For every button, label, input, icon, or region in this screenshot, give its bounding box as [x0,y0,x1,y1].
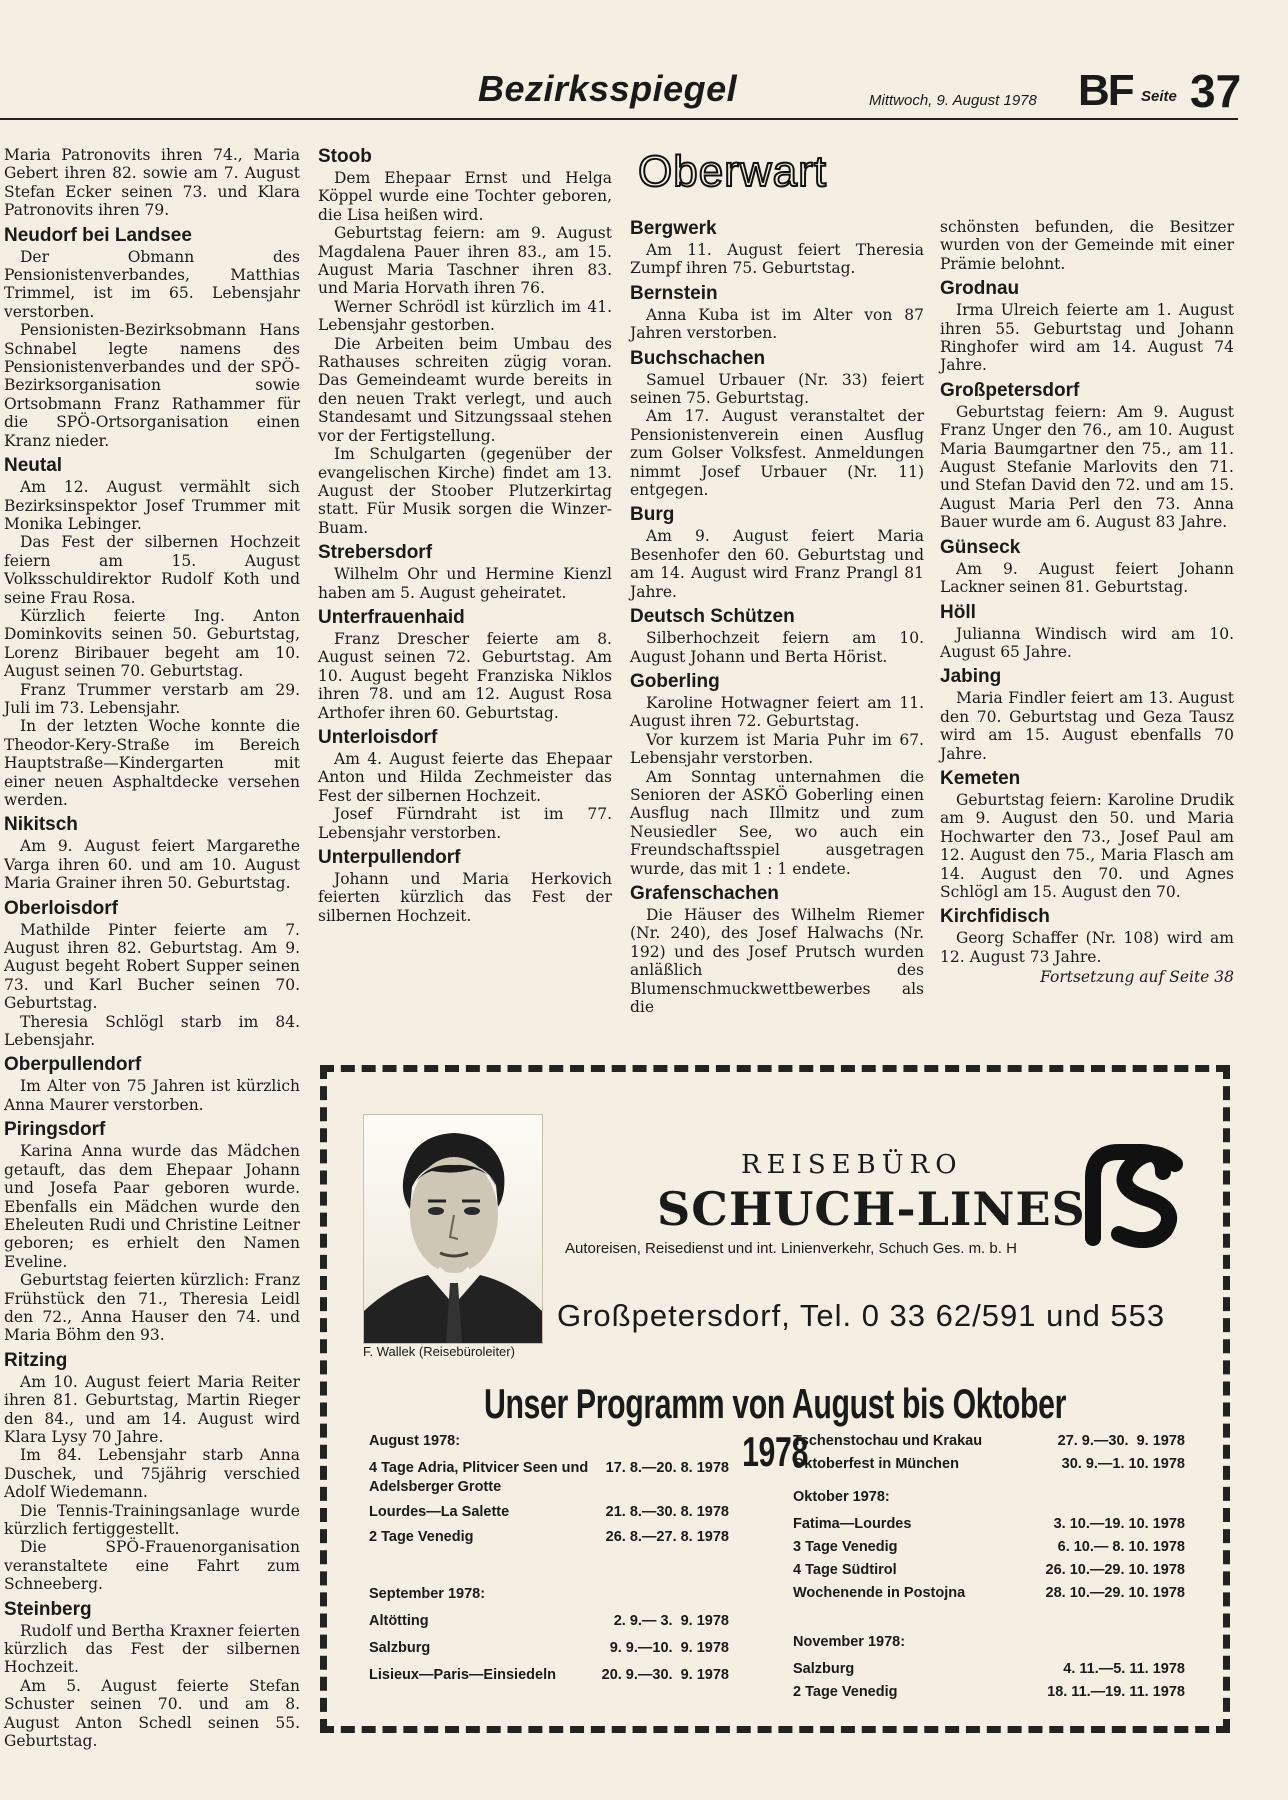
article-text: Mathilde Pinter feierte am 7. August ihren 82. Geburtstag. Am 9. August begeht Robert Supper seinen 73. und Karl Bucher seinen 70. Geburtstag. [4,920,300,1013]
article-text: Die SPÖ-Frauenorganisation veranstaltete eine Fahrt zum Schneeberg. [4,1538,300,1594]
article-text: Georg Schaffer (Nr. 108) wird am 12. August 73 Jahre. [940,929,1234,966]
photo-caption: F. Wallek (Reisebüroleiter) [363,1344,515,1359]
trip-row [369,1503,729,1522]
trip-row [793,1432,1185,1451]
article-heading: Bergwerk [630,218,717,239]
article-heading: Buchschachen [630,347,766,369]
page-label: Seite [1141,88,1177,105]
trip-row [369,1528,729,1547]
header-divider [0,118,1238,120]
article-heading: Steinberg [4,1598,92,1620]
newspaper-logo: BF [1078,66,1133,115]
trip-table [369,1459,729,1547]
article-text: Vor kurzem ist Maria Puhr im 67. Lebensjahr verstorben. [630,730,924,768]
trip-destination: Salzburg [793,1661,855,1677]
article-text: Die Arbeiten beim Umbau des Rathauses schreiten zügig voran. Das Gemeindeamt wurde bereits in den neuen Trakt verlegt, und auch Standesamt und Sitzungssaal stehen vor der Fertigstellung. [318,334,612,445]
trip-table [369,1612,729,1685]
article-text: Irma Ulreich feierte am 1. August ihren 55. Geburtstag und Johann Ringhofer wird am 14. August 74 Jahre. [940,301,1234,375]
article-heading: Grafenschachen [630,882,779,904]
article-heading: Jabing [940,666,1002,688]
program-right [793,1432,1185,1702]
trip-dates: 6. 10.— 8. 10. 1978 [1057,1539,1185,1555]
article-heading: Goberling [630,670,720,692]
trip-dates: 18. 11.—19. 11. 1978 [1047,1684,1185,1700]
trip-destination: 4 Tage Südtirol [793,1562,897,1578]
trip-dates: 2. 9.— 3. 9. 1978 [613,1613,729,1629]
trip-destination: 2 Tage Venedig [793,1684,898,1700]
article-text: In der letzten Woche konnte die Theodor-Kery-Straße im Bereich Hauptstraße—Kindergarten mit einer neuen Asphaltdecke versehen werden. [4,717,300,809]
trip-table [793,1432,1185,1474]
continuation-note: Fortsetzung auf Seite 38 [1040,968,1234,987]
page-number: 37 [1190,65,1242,117]
trip-row [369,1639,729,1658]
article-text: Kürzlich feierte Ing. Anton Dominkovits seinen 50. Geburtstag, Lorenz Biribauer begeht am 10. August seinen 70. Geburtstag. [4,606,300,681]
column-3 [630,218,924,1016]
trip-row [793,1455,1185,1474]
travel-agency-ad [320,1065,1230,1733]
trip-row [369,1459,729,1497]
article-heading: Burg [630,504,675,526]
article-text: Im Alter von 75 Jahren ist kürzlich Anna Maurer verstorben. [4,1077,300,1114]
trip-destination: Lourdes—La Salette [369,1504,510,1520]
trip-dates: 26. 8.—27. 8. 1978 [605,1529,729,1545]
article-text: Am 9. August feiert Johann Lackner seinen 81. Geburtstag. [940,559,1234,597]
article-text: Im 84. Lebensjahr starb Anna Duschek, und 75jährig verschied Adolf Wiedemann. [4,1446,300,1502]
article-text: Josef Fürndraht ist im 77. Lebensjahr verstorben. [318,805,612,842]
portrait-photo [363,1114,543,1344]
agency-logo-icon [1079,1138,1189,1248]
program-left [369,1432,729,1685]
trip-destination: 2 Tage Venedig [369,1529,474,1545]
article-heading: Stoob [318,146,372,167]
program-title: Unser Programm von August bis Oktober 1978 [483,1380,1067,1475]
article-heading: Günseck [940,536,1021,558]
article-text: Silberhochzeit feiern am 10. August Johann und Berta Hörist. [630,629,924,666]
section-title: Bezirksspiegel [478,68,738,109]
article-text: Geburtstag feiern: Am 9. August Franz Unger den 76., am 10. August Maria Baumgartner den 75., am 11. August Stefanie Marlovits den 71. und Stefan David den 72. und am 15. August Maria Perl den 73. Anna Bauer wurde am 6. August 83 Jahre. [940,402,1234,532]
trip-dates: 20. 9.—30. 9. 1978 [601,1667,729,1683]
article-text: schönsten befunden, die Besitzer wurden von der Gemeinde mit einer Prämie belohnt. [940,218,1234,273]
trip-row [793,1683,1185,1702]
article-text: Am Sonntag unternahmen die Senioren der ASKÖ Goberling einen Ausflug nach Illmitz und zum Neusiedler See, wo auch ein Freundschaftsspiel ausgetragen wurde, das mit 1 : 1 endete. [630,767,924,878]
trip-dates: 26. 10.—29. 10. 1978 [1045,1562,1185,1578]
article-text: Samuel Urbauer (Nr. 33) feiert seinen 75. Geburtstag. [630,370,924,408]
page-header [0,60,1288,122]
article-heading: Piringsdorf [4,1119,106,1141]
column-2 [318,146,612,925]
article-text: Geburtstag feiern: am 9. August Magdalena Pauer ihren 83., am 15. August Maria Taschner ihren 83. und Maria Horvath ihren 76. [318,224,612,298]
column-4 [940,218,1234,987]
article-text: Theresia Schlögl starb im 84. Lebensjahr. [4,1012,300,1050]
article-text: Am 4. August feierte das Ehepaar Anton und Hilda Zechmeister das Fest der silbernen Hochzeit. [318,749,612,805]
agency-name: SCHUCH-LINES [657,1182,1086,1236]
article-text: Karoline Hotwagner feiert am 11. August ihren 72. Geburtstag. [630,693,924,731]
trip-destination: 4 Tage Adria, Plitvicer Seen und Adelsberger Grotte [369,1460,589,1495]
agency-description: Autoreisen, Reisedienst und int. Linienverkehr, Schuch Ges. m. b. H [565,1240,1017,1257]
article-text: Der Obmann des Pensionistenverbandes, Matthias Trimmel, ist im 65. Lebensjahr verstorben. [4,247,300,321]
month-label: Oktober 1978: [793,1489,890,1505]
agency-contact: Großpetersdorf, Tel. 0 33 62/591 und 553 [557,1298,1166,1333]
month-label: November 1978: [793,1634,906,1650]
trip-destination: Oktoberfest in München [793,1456,959,1472]
article-text: Am 5. August feierte Stefan Schuster seinen 70. und am 8. August Anton Schedl seinen 55. Geburtstag. [4,1676,300,1751]
article-text: Rudolf und Bertha Kraxner feierten kürzlich das Fest der silbernen Hochzeit. [4,1621,300,1677]
article-text: Franz Drescher feierte am 8. August seinen 72. Geburtstag. Am 10. August begeht Franziska Niklos ihren 78. und am 12. August Rosa Arthofer ihren 60. Geburtstag. [318,629,612,722]
article-heading: Grodnau [940,278,1020,300]
trip-destination: Fatima—Lourdes [793,1516,912,1532]
article-text: Julianna Windisch wird am 10. August 65 Jahre. [940,624,1234,661]
article-text: Die Häuser des Wilhelm Riemer (Nr. 240), des Josef Halwachs (Nr. 192) und des Josef Prutsch wurden anläßlich des Blumenschmuckwettbewerbes als die [630,905,924,1016]
trip-destination: Wochenende in Postojna [793,1585,966,1601]
article-text: Am 10. August feiert Maria Reiter ihren 81. Geburtstag, Martin Rieger den 84., und am 14. August wird Klara Lysy 70 Jahre. [4,1372,300,1446]
article-heading: Neudorf bei Landsee [4,224,192,246]
region-title: Oberwart [638,147,827,196]
article-text: Karina Anna wurde das Mädchen getauft, das dem Ehepaar Johann und Josefa Paar geboren wurde. Ebenfalls ein Mädchen wurde den Eheleuten Rudi und Christine Leitner geboren; es erhielt den Namen Eveline. [4,1142,300,1271]
trip-destination: Tschenstochau und Krakau [793,1433,983,1449]
article-heading: Großpetersdorf [940,379,1080,401]
trip-dates: 27. 9.—30. 9. 1978 [1057,1433,1185,1449]
article-heading: Unterpullendorf [318,847,461,868]
article-heading: Deutsch Schützen [630,606,795,628]
article-heading: Neutal [4,455,63,477]
trip-destination: Lisieux—Paris—Einsiedeln [369,1667,556,1683]
article-heading: Kemeten [940,767,1021,789]
article-heading: Kirchfidisch [940,906,1050,928]
article-heading: Unterfrauenhaid [318,606,465,628]
trip-row [369,1666,729,1685]
article-text: Die Tennis-Trainingsanlage wurde kürzlich fertiggestellt. [4,1501,300,1538]
article-text: Am 12. August vermählt sich Bezirksinspektor Josef Trummer mit Monika Lebinger. [4,478,300,533]
trip-row [369,1612,729,1631]
article-text: Pensionisten-Bezirksobmann Hans Schnabel legte namens des Pensionistenverbandes und der SPÖ-Bezirksorganisation sowie Ortsobmann Franz Rathammer für die SPÖ-Ortsorganisation einen Kranz nieder. [4,321,300,450]
article-text: Das Fest der silbernen Hochzeit feiern am 15. August Volksschuldirektor Rudolf Koth und seine Frau Rosa. [4,533,300,607]
trip-table [793,1515,1185,1603]
trip-destination: Altötting [369,1613,429,1629]
trip-dates: 3. 10.—19. 10. 1978 [1053,1516,1185,1532]
article-text: Am 17. August veranstaltet der Pensionistenverein einen Ausflug zum Golser Volksfest. Anmeldungen nimmt Josef Urbauer (Nr. 11) entgegen. [630,407,924,500]
article-text: Geburtstag feierten kürzlich: Franz Frühstück den 71., Theresia Leidl den 72., Anna Hauser den 74. und Maria Böhm den 93. [4,1271,300,1345]
article-text: Geburtstag feiern: Karoline Drudik am 9. August den 50. und Maria Hochwarter den 73., Josef Paul am 12. August den 75., Maria Flasch am 14. August den 70. und Agnes Schlögl am 15. August den 70. [940,790,1234,901]
trip-destination: Salzburg [369,1640,431,1656]
trip-dates: 21. 8.—30. 8. 1978 [605,1504,729,1520]
column-1 [4,146,300,1750]
trip-table [793,1660,1185,1702]
article-heading: Nikitsch [4,814,78,836]
article-text: Im Schulgarten (gegenüber der evangelischen Kirche) findet am 13. August der Stoober Plutzerkirtag statt. Für Musik sorgen die Winzer-Buam. [318,445,612,537]
trip-dates: 28. 10.—29. 10. 1978 [1045,1585,1185,1601]
trip-destination: 3 Tage Venedig [793,1539,898,1555]
trip-dates: 17. 8.—20. 8. 1978 [605,1460,729,1476]
article-text: Maria Findler feiert am 13. August den 70. Geburtstag und Geza Tausz wird am 15. August ebenfalls 70 Jahre. [940,689,1234,763]
article-heading: Oberloisdorf [4,897,119,919]
article-heading: Höll [940,601,976,623]
article-text: Werner Schrödl ist kürzlich im 41. Lebensjahr gestorben. [318,297,612,335]
agency-label: REISEBÜRO [741,1150,963,1180]
issue-date: Mittwoch, 9. August 1978 [869,92,1037,109]
article-text: Anna Kuba ist im Alter von 87 Jahren verstorben. [630,305,924,343]
article-heading: Oberpullendorf [4,1054,142,1076]
trip-row [793,1515,1185,1534]
trip-row [793,1538,1185,1557]
article-heading: Ritzing [4,1349,68,1371]
article-text: Johann und Maria Herkovich feierten kürzlich das Fest der silbernen Hochzeit. [318,870,612,925]
article-text: Wilhelm Ohr und Hermine Kienzl haben am 5. August geheiratet. [318,565,612,602]
trip-dates: 9. 9.—10. 9. 1978 [609,1640,729,1656]
article-text: Am 9. August feiert Maria Besenhofer den 60. Geburtstag und am 14. August wird Franz Prangl 81 Jahre. [630,527,924,601]
month-label: August 1978: [369,1433,461,1449]
portrait-image [364,1115,542,1343]
article-text: Franz Trummer verstarb am 29. Juli im 73. Lebensjahr. [4,680,300,717]
trip-row [793,1561,1185,1580]
article-text: Dem Ehepaar Ernst und Helga Köppel wurde eine Tochter geboren, die Lisa heißen wird. [318,169,612,224]
article-heading: Bernstein [630,282,718,304]
trip-row [793,1660,1185,1679]
trip-row [793,1584,1185,1603]
article-text: Am 9. August feiert Margarethe Varga ihren 60. und am 10. August Maria Grainer ihren 50. Geburtstag. [4,837,300,893]
article-heading: Unterloisdorf [318,726,438,748]
article-heading: Strebersdorf [318,542,433,564]
month-label: September 1978: [369,1586,486,1602]
trip-dates: 4. 11.—5. 11. 1978 [1063,1661,1185,1677]
trip-dates: 30. 9.—1. 10. 1978 [1061,1456,1185,1472]
article-text: Maria Patronovits ihren 74., Maria Gebert ihren 82. sowie am 7. August Stefan Ecker seinen 73. und Klara Patronovits ihren 79. [4,146,300,220]
article-text: Am 11. August feiert Theresia Zumpf ihren 75. Geburtstag. [630,241,924,278]
